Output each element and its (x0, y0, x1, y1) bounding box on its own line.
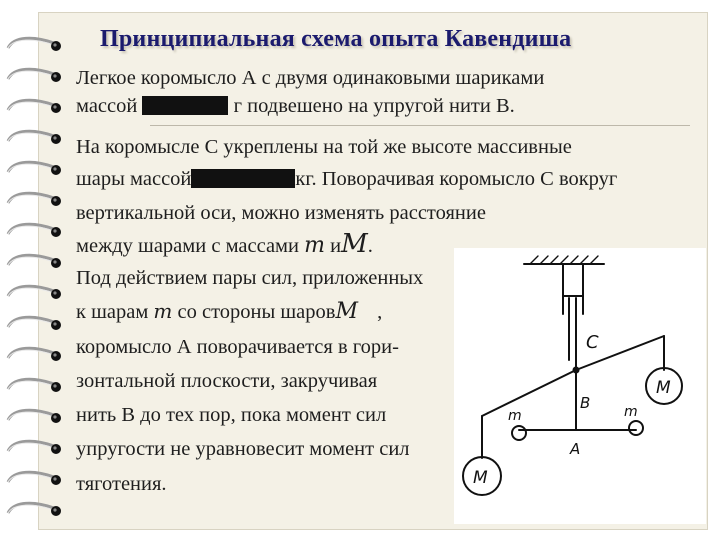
p3-line6: упругости не уравновесит момент сил (76, 438, 410, 460)
var-m-2: m (153, 299, 173, 323)
p2-line4-end: . (367, 235, 373, 257)
binding-ring-icon (4, 468, 62, 490)
binding-ring-icon (4, 499, 62, 521)
binding-ring-icon (4, 65, 62, 87)
var-M: M (341, 229, 368, 259)
p3-line4: зонтальной плоскости, закручивая (76, 370, 378, 392)
p1-line2 (76, 94, 515, 118)
p2-line2-after: кг. Поворачивая коромысло С вокруг (295, 168, 618, 190)
binding-ring-icon (4, 437, 62, 459)
p1-line2-before: массой (76, 95, 138, 117)
p3-line3: коромысло А поворачивается в гори- (76, 336, 399, 358)
p3-line5: нить В до тех пор, пока момент сил (76, 404, 387, 426)
binding-ring-icon (4, 313, 62, 335)
p3-line7: тяготения. (76, 473, 167, 495)
binding-ring-icon (4, 189, 62, 211)
conj-and: и (330, 235, 342, 257)
binding-ring-icon (4, 344, 62, 366)
cavendish-diagram (454, 248, 706, 524)
p2-line4 (76, 229, 373, 259)
p3-line2-a: к шарам (76, 301, 149, 323)
p3-line2-c: , (377, 301, 383, 323)
p2-line4-before: между шарами с массами (76, 235, 299, 257)
ball-m-left (512, 426, 526, 440)
p1-line2-after: г подвешено на упругой нити В. (233, 95, 515, 117)
p2-line3: вертикальной оси, можно изменять расстояние (76, 202, 486, 224)
binding-ring-icon (4, 282, 62, 304)
label-c: C (586, 332, 599, 353)
binding-ring-icon (4, 220, 62, 242)
var-M-2: M (335, 299, 358, 324)
p1-line1: Легкое коромысло А с двумя одинаковыми шариками (76, 67, 545, 89)
binding-ring-icon (4, 158, 62, 180)
redacted-mass-small (142, 96, 228, 115)
var-m: m (304, 233, 325, 258)
binding-ring-icon (4, 406, 62, 428)
ceiling-hatch (530, 256, 598, 264)
binding-ring-icon (4, 251, 62, 273)
beam-c-left (482, 370, 576, 416)
p3-line2-b: со стороны шаров (177, 301, 336, 323)
p2-line2-before: шары массой (76, 168, 192, 190)
slide-title: Принципиальная схема опыта Кавендиша (100, 26, 572, 52)
binding-ring-icon (4, 127, 62, 149)
redacted-mass-large (191, 169, 295, 188)
p3-line1: Под действием пары сил, приложенных (76, 267, 424, 289)
label-a: A (570, 440, 581, 458)
label-M-left: M (473, 468, 488, 488)
label-M-right: M (656, 378, 671, 398)
p2-line1: На коромысле С укреплены на той же высоте массивные (76, 136, 572, 158)
label-m-left: m (508, 408, 522, 424)
pivot-dot (573, 367, 580, 374)
ball-m-right (629, 421, 643, 435)
label-b: B (580, 394, 591, 412)
divider (150, 125, 690, 126)
p3-line2 (76, 299, 382, 324)
p2-line2 (76, 167, 617, 191)
binding-ring-icon (4, 96, 62, 118)
binding-ring-icon (4, 375, 62, 397)
label-m-right: m (624, 404, 638, 420)
binding-ring-icon (4, 34, 62, 56)
